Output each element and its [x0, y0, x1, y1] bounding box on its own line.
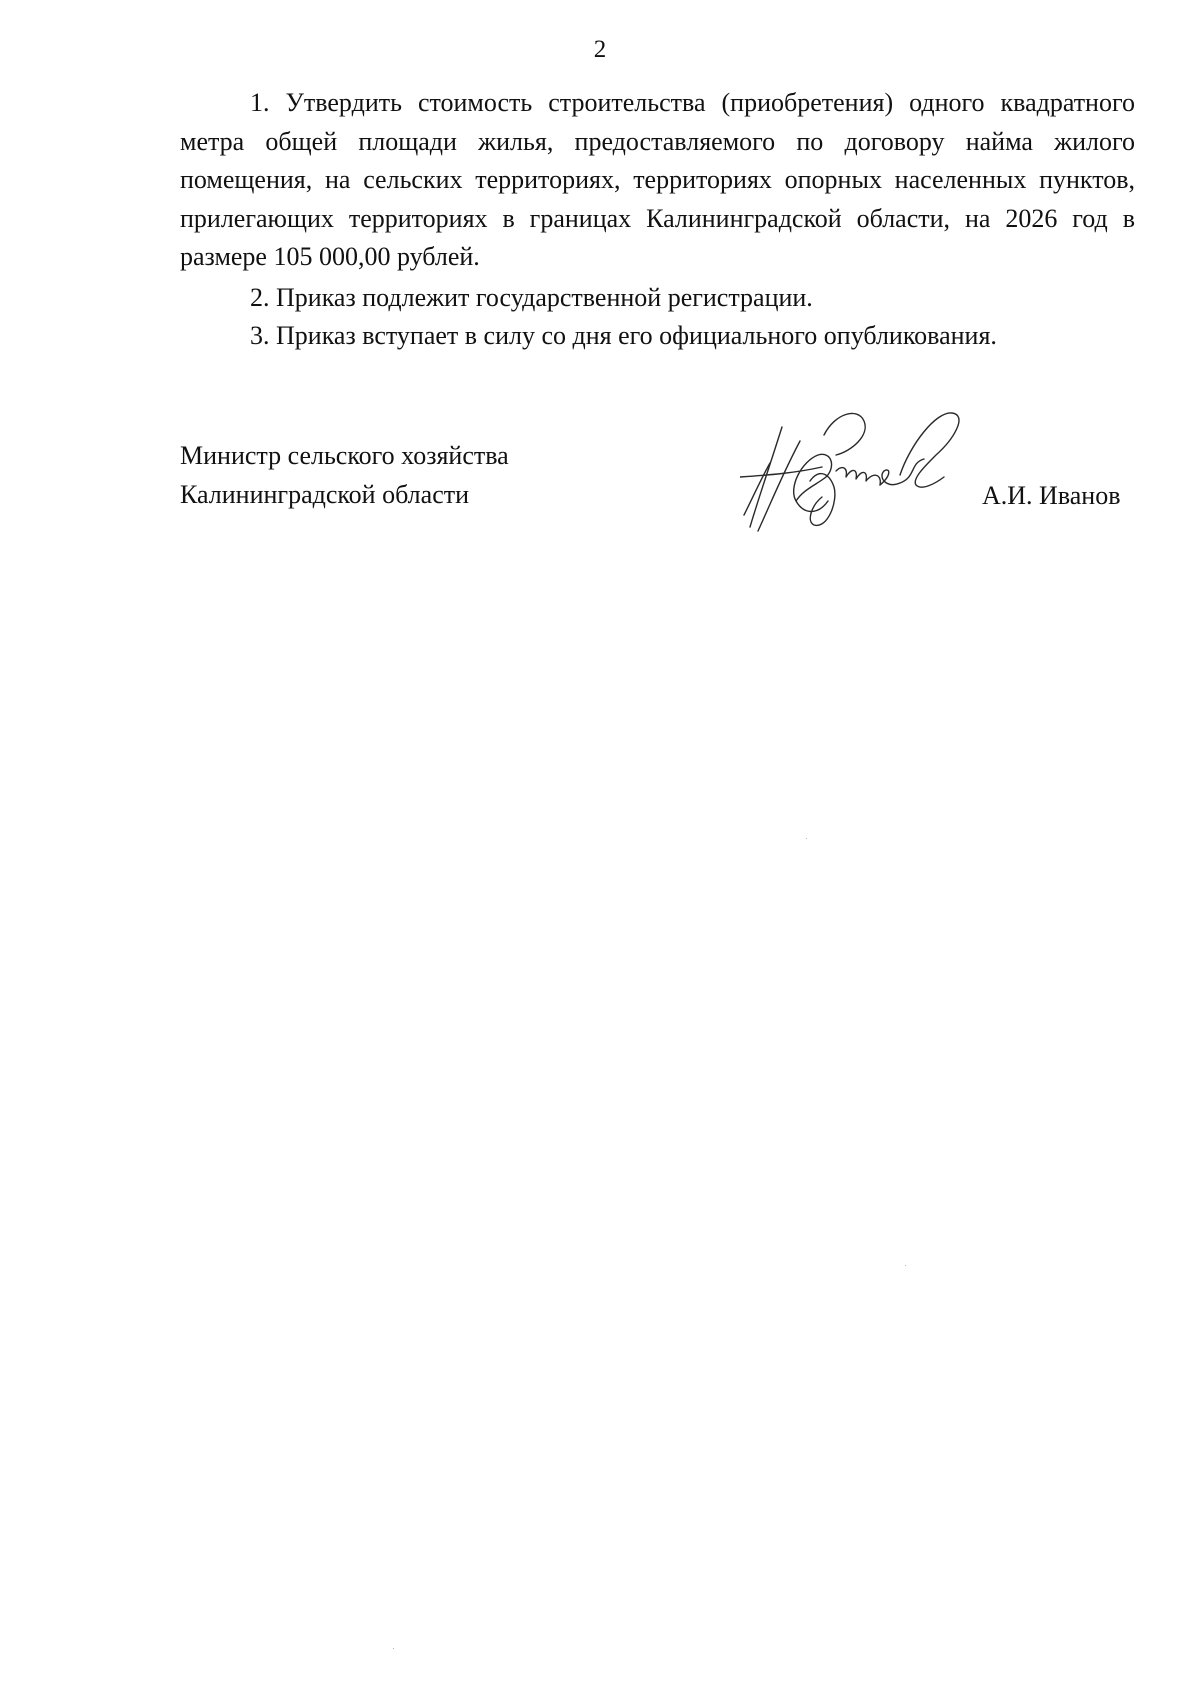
paragraph-2: 2. Приказ подлежит государственной регистрации. — [250, 282, 813, 312]
paragraph-1: 1. Утвердить стоимость строительства (приобретения) одного квадратного метра общей площади жилья, предоставляемого по договору найма жилого помещения, на сельских территориях, территориях опорных населенных пунктов, прилегающих территориях в границах Калининградской области, на 2026 год в размере 105 000,00 рублей. — [180, 88, 1135, 271]
scan-speck — [806, 838, 807, 839]
position-line-1: Министр сельского хозяйства — [180, 441, 509, 470]
position-line-2: Калининградской области — [180, 480, 470, 509]
scan-speck — [905, 1265, 906, 1266]
document-body — [180, 84, 1135, 356]
scan-speck — [393, 1648, 394, 1649]
signatory-position — [180, 436, 509, 514]
paragraph-3: 3. Приказ вступает в силу со дня его официального опубликования. — [250, 321, 997, 350]
signer-name: А.И. Иванов — [982, 481, 1121, 510]
handwritten-signature — [740, 405, 985, 535]
page-number: 2 — [593, 36, 607, 63]
